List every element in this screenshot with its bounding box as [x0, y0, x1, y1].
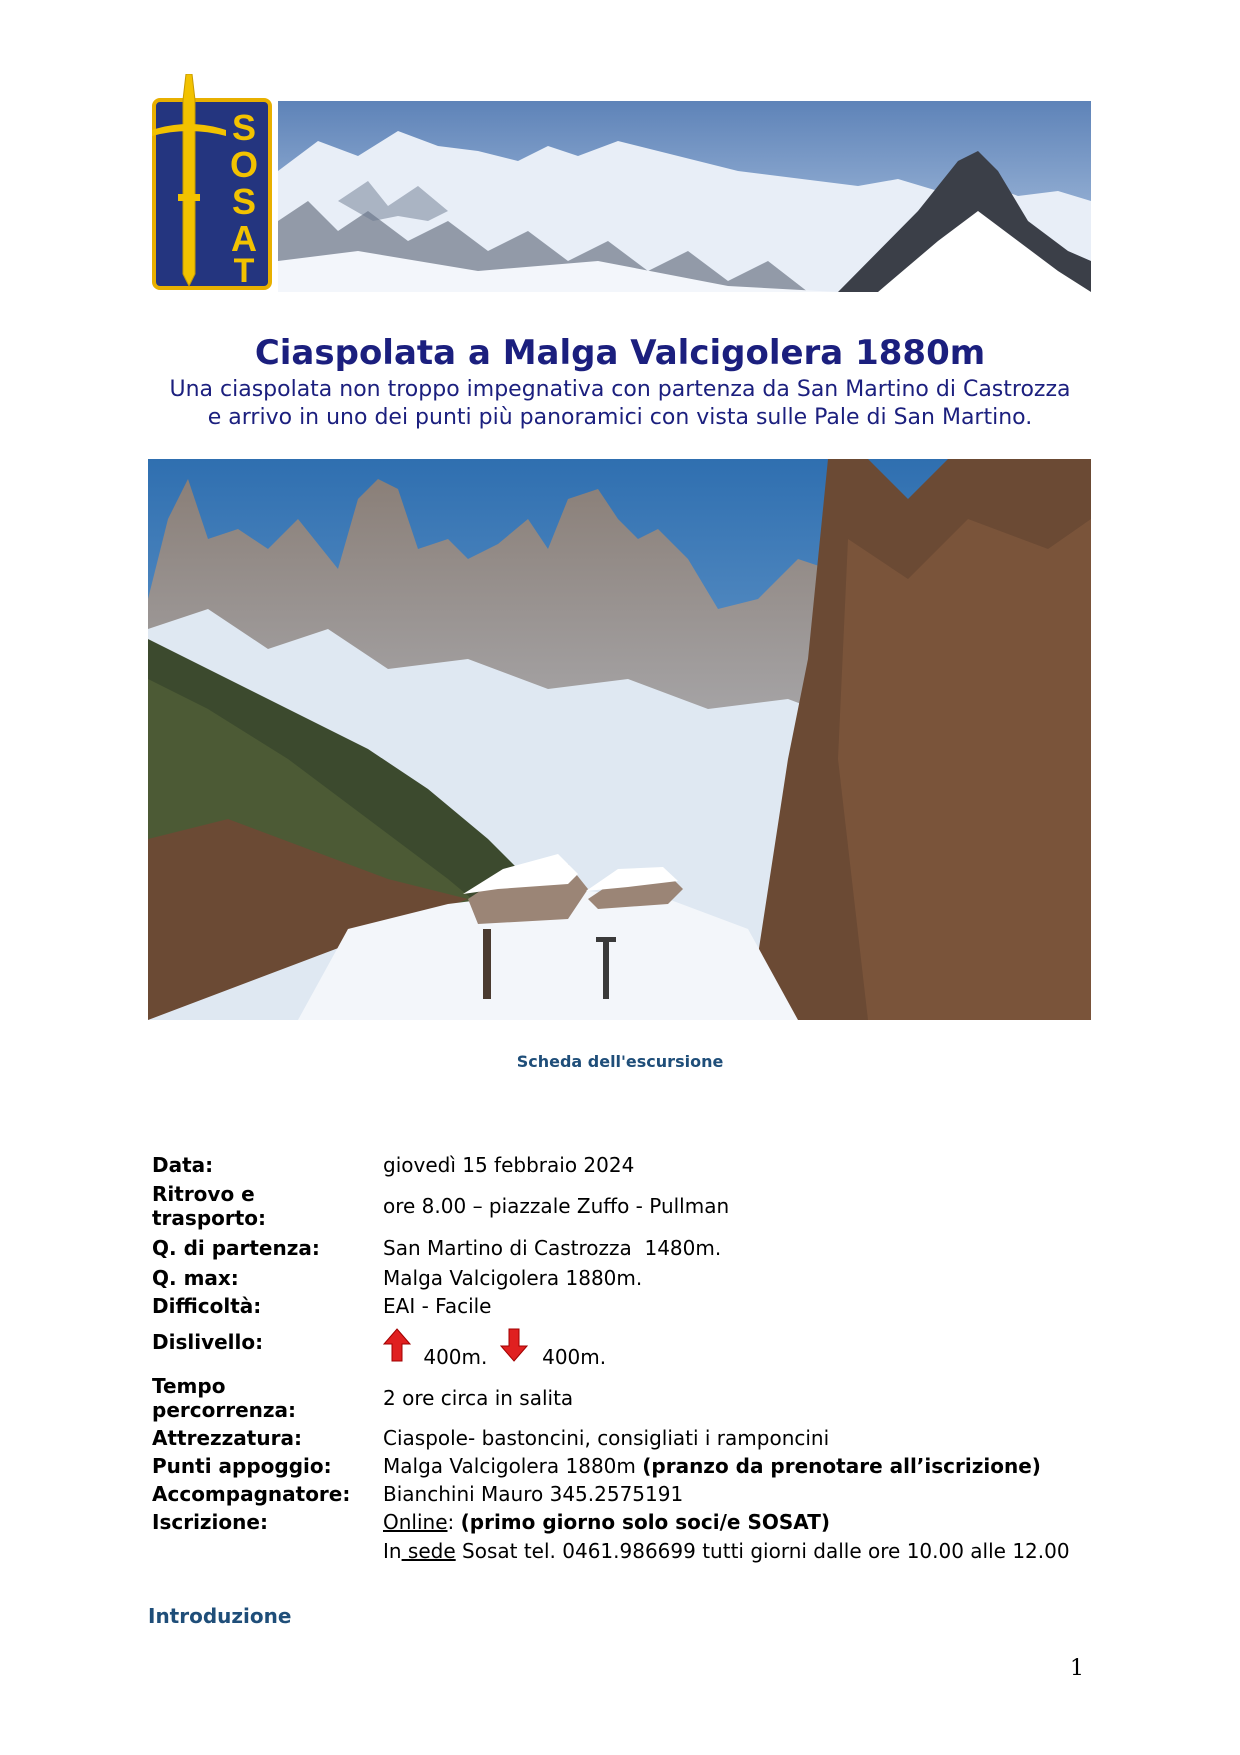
- detail-value: [383, 1328, 607, 1369]
- logo-letter: S: [231, 107, 257, 148]
- detail-row-iscrizione: [152, 1508, 1102, 1536]
- logo-letter: O: [229, 144, 259, 185]
- detail-label-line: percorrenza:: [152, 1398, 297, 1422]
- detail-value: Ciaspole- bastoncini, consigliati i ramponcini: [383, 1426, 830, 1450]
- logo-letter: A: [231, 218, 257, 259]
- detail-value: San Martino di Castrozza 1480m.: [383, 1236, 722, 1260]
- detail-label: [152, 1182, 383, 1230]
- detail-row-attrezzatura: [152, 1424, 1102, 1452]
- detail-value: Bianchini Mauro 345.2575191: [383, 1482, 684, 1506]
- detail-value: [383, 1509, 830, 1535]
- appoggio-note: (pranzo da prenotare all’iscrizione): [642, 1454, 1041, 1478]
- detail-value: [383, 1453, 1041, 1479]
- page-title: Ciaspolata a Malga Valcigolera 1880m: [254, 333, 986, 373]
- detail-row-sede: [152, 1536, 1102, 1566]
- detail-label-line: Ritrovo e: [152, 1182, 255, 1206]
- page-number: 1: [1070, 1656, 1084, 1681]
- detail-label-line: Tempo: [152, 1374, 226, 1398]
- detail-label: Q. max:: [152, 1266, 239, 1290]
- detail-label: Punti appoggio:: [152, 1454, 332, 1478]
- sede-link[interactable]: sede: [401, 1539, 456, 1563]
- detail-label: Q. di partenza:: [152, 1236, 320, 1260]
- detail-label: [152, 1374, 383, 1422]
- photo-caption: Scheda dell'escursione: [516, 1052, 724, 1071]
- online-colon: :: [447, 1510, 455, 1534]
- subtitle-line: e arrivo in uno dei punti più panoramici con vista sulle Pale di San Martino.: [207, 405, 1033, 430]
- detail-row-difficolta: [152, 1292, 1102, 1320]
- detail-label: Dislivello:: [152, 1330, 264, 1354]
- detail-row-accompagnatore: [152, 1480, 1102, 1508]
- detail-label-line: trasporto:: [152, 1206, 267, 1230]
- detail-row-data: [152, 1150, 1102, 1180]
- banner-mountain-image: [278, 101, 1091, 292]
- excursion-details: [152, 1150, 1102, 1566]
- appoggio-place: Malga Valcigolera 1880m: [383, 1454, 636, 1478]
- logo-letter: S: [231, 181, 257, 222]
- descent-value: 400m.: [542, 1345, 607, 1369]
- detail-label: Difficoltà:: [152, 1294, 262, 1318]
- detail-row-ritrovo: [152, 1180, 1102, 1232]
- detail-label: Iscrizione:: [152, 1510, 268, 1534]
- sosat-logo: [148, 74, 274, 292]
- detail-value: Malga Valcigolera 1880m.: [383, 1266, 643, 1290]
- online-link[interactable]: Online: [383, 1510, 448, 1534]
- subtitle-line: Una ciaspolata non troppo impegnativa con partenza da San Martino di Castrozza: [169, 377, 1071, 402]
- detail-row-max: [152, 1264, 1102, 1292]
- arrow-up-icon: [383, 1328, 411, 1362]
- detail-value: 2 ore circa in salita: [383, 1386, 574, 1410]
- online-note: (primo giorno solo soci/e SOSAT): [460, 1510, 830, 1534]
- detail-row-appoggio: [152, 1452, 1102, 1480]
- detail-row-partenza: [152, 1232, 1102, 1264]
- sede-rest: Sosat tel. 0461.986699 tutti giorni dalle ore 10.00 alle 12.00: [455, 1539, 1070, 1563]
- main-photo-malga: [148, 459, 1091, 1020]
- detail-row-tempo: [152, 1372, 1102, 1424]
- detail-value: ore 8.00 – piazzale Zuffo - Pullman: [383, 1194, 730, 1218]
- page-subtitle: [120, 376, 1120, 432]
- detail-label: Data:: [152, 1153, 214, 1177]
- arrow-down-icon: [500, 1328, 528, 1362]
- detail-value: [383, 1538, 1070, 1564]
- detail-value: EAI - Facile: [383, 1294, 492, 1318]
- ascent-value: 400m.: [423, 1345, 488, 1369]
- detail-value: giovedì 15 febbraio 2024: [383, 1153, 635, 1177]
- detail-label: Attrezzatura:: [152, 1426, 302, 1450]
- logo-letter: T: [233, 252, 255, 290]
- section-heading-introduzione: Introduzione: [148, 1604, 292, 1628]
- detail-row-dislivello: [152, 1320, 1102, 1372]
- detail-label: Accompagnatore:: [152, 1482, 351, 1506]
- sede-prefix: In: [383, 1539, 402, 1563]
